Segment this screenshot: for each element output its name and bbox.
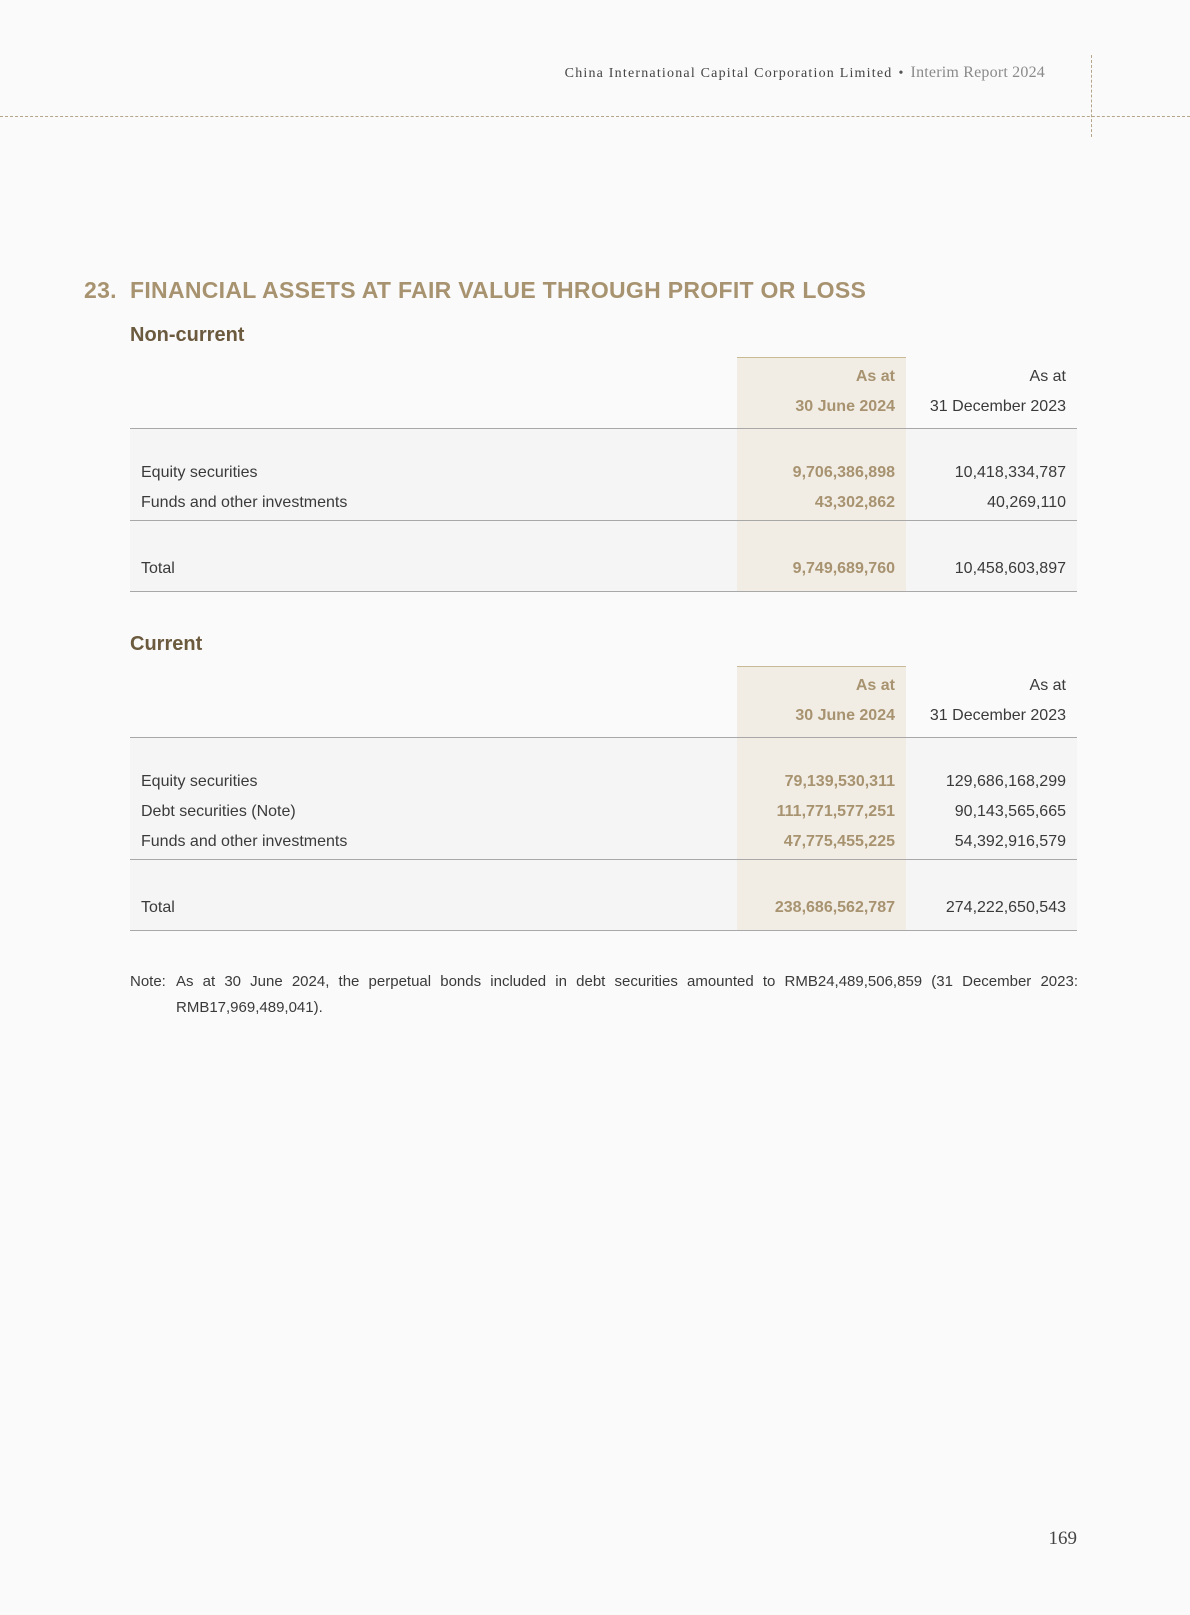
row-current-value: 47,775,455,225 <box>783 833 895 850</box>
total-prior-value: 10,458,603,897 <box>954 560 1066 577</box>
table-row <box>130 767 1077 797</box>
row-current-value: 9,706,386,898 <box>792 464 895 481</box>
total-row <box>130 554 1077 584</box>
row-current-value: 111,771,577,251 <box>776 803 895 820</box>
row-prior-value: 40,269,110 <box>987 494 1066 511</box>
table-row <box>130 797 1077 827</box>
header-rule <box>130 737 1077 738</box>
running-header <box>565 64 1045 82</box>
table-row <box>130 488 1077 518</box>
total-current-value: 238,686,562,787 <box>774 899 895 916</box>
col-current-line1: As at <box>855 368 895 385</box>
row-label: Funds and other investments <box>141 494 348 511</box>
col-current-line2: 30 June 2024 <box>795 707 895 724</box>
col-prior-line2: 31 December 2023 <box>929 398 1066 415</box>
note-text: As at 30 June 2024, the perpetual bonds included in debt securities amounted to RMB24,489,506,859 (31 December 2023: RMB17,969,489,041). <box>176 973 1078 1016</box>
section-title <box>84 277 866 304</box>
section-number: 23. <box>84 277 117 303</box>
col-current-line2: 30 June 2024 <box>795 398 895 415</box>
row-current-value: 79,139,530,311 <box>784 773 895 790</box>
col-prior-line1: As at <box>1029 368 1066 385</box>
header-dashed-vertical <box>1091 55 1092 137</box>
row-prior-value: 129,686,168,299 <box>945 773 1066 790</box>
total-label: Total <box>141 560 175 577</box>
non-current-heading: Non-current <box>130 324 245 346</box>
col-current-line1: As at <box>855 677 895 694</box>
col-prior-line2: 31 December 2023 <box>929 707 1066 724</box>
header-row-1 <box>130 671 1077 701</box>
total-rule <box>130 591 1077 592</box>
row-label: Equity securities <box>141 773 258 790</box>
row-label: Debt securities (Note) <box>141 803 296 820</box>
row-prior-value: 54,392,916,579 <box>954 833 1066 850</box>
table-row <box>130 458 1077 488</box>
header-row-1 <box>130 362 1077 392</box>
total-row <box>130 893 1077 923</box>
total-prior-value: 274,222,650,543 <box>945 899 1066 916</box>
header-dashed-rule <box>0 116 1190 117</box>
section-title-text: FINANCIAL ASSETS AT FAIR VALUE THROUGH PROFIT OR LOSS <box>130 277 867 303</box>
col-prior-line1: As at <box>1029 677 1066 694</box>
row-prior-value: 10,418,334,787 <box>954 464 1066 481</box>
subtotal-rule <box>130 520 1077 521</box>
header-rule <box>130 428 1077 429</box>
current-table <box>130 666 1077 931</box>
row-label: Equity securities <box>141 464 258 481</box>
page-number: 169 <box>1048 1528 1077 1549</box>
non-current-table <box>130 357 1077 592</box>
current-heading: Current <box>130 633 203 655</box>
header-report: Interim Report 2024 <box>910 64 1045 81</box>
total-current-value: 9,749,689,760 <box>792 560 895 577</box>
note-lead: Note: <box>130 973 166 990</box>
row-prior-value: 90,143,565,665 <box>954 803 1066 820</box>
total-label: Total <box>141 899 175 916</box>
header-company: China International Capital Corporation Limited <box>564 66 893 81</box>
header-row-2 <box>130 392 1077 422</box>
total-rule <box>130 930 1077 931</box>
subtotal-rule <box>130 859 1077 860</box>
table-row <box>130 827 1077 857</box>
row-current-value: 43,302,862 <box>814 494 895 511</box>
header-row-2 <box>130 701 1077 731</box>
row-label: Funds and other investments <box>141 833 348 850</box>
header-separator: • <box>898 66 905 81</box>
footnote <box>130 969 1078 1021</box>
